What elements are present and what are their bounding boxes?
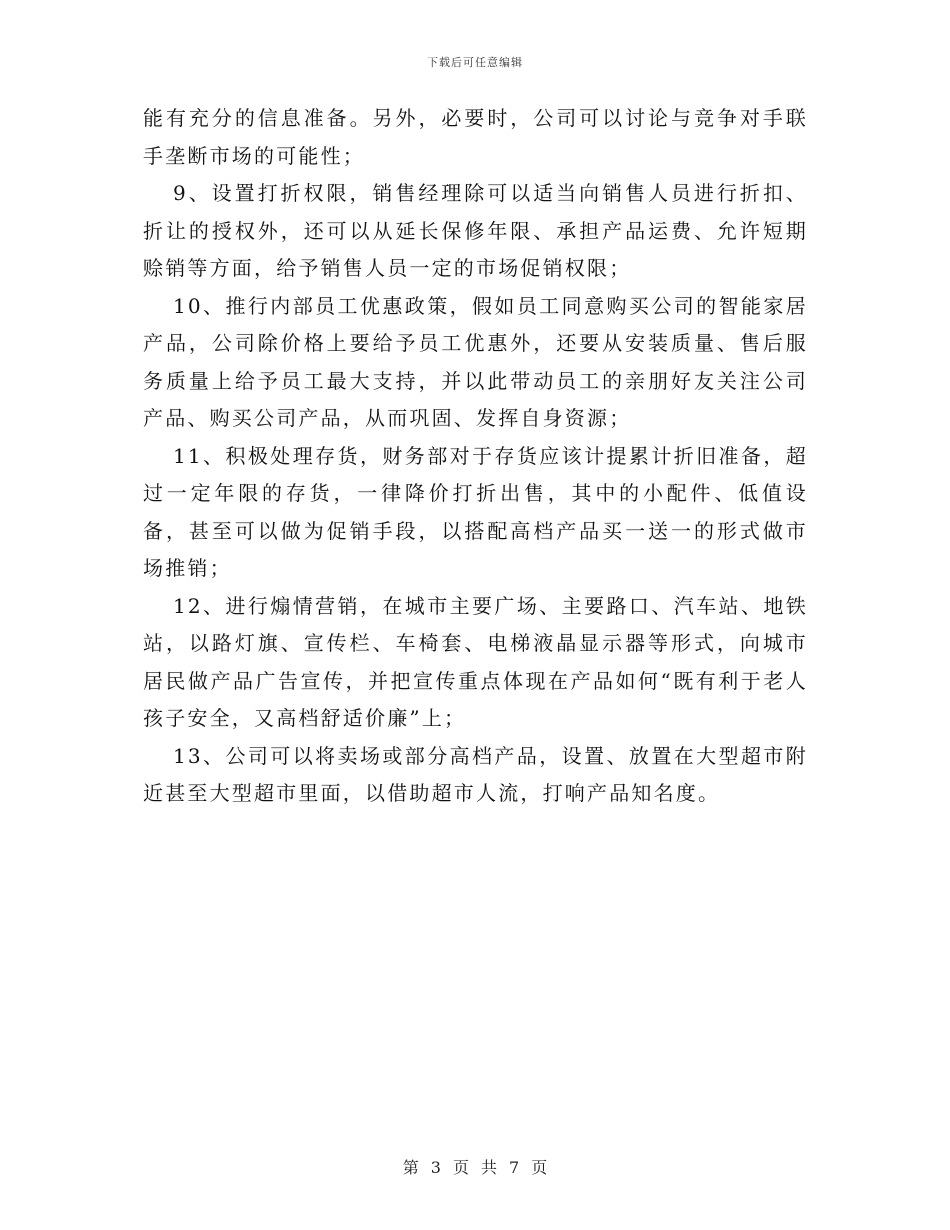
footer-label-gong: 共	[481, 1158, 498, 1177]
footer-page-number: 3	[430, 1158, 441, 1177]
page-header-note: 下载后可任意编辑	[427, 56, 523, 69]
footer-label-ye2: 页	[531, 1158, 548, 1177]
paragraph-item-13: 13、公司可以将卖场或部分高档产品，设置、放置在大型超市附近甚至大型超市里面，以借助超市人流，打响产品知名度。	[143, 743, 808, 805]
footer-label-ye: 页	[452, 1158, 469, 1177]
paragraph-item-9: 9、设置打折权限，销售经理除可以适当向销售人员进行折扣、折让的授权外，还可以从延长保修年限、承担产品运费、允许短期赊销等方面，给予销售人员一定的市场促销权限；	[143, 181, 808, 280]
footer-total-pages: 7	[509, 1158, 520, 1177]
paragraph-item-10: 10、推行内部员工优惠政策，假如员工同意购买公司的智能家居产品，公司除价格上要给予员工优惠外，还要从安装质量、售后服务质量上给予员工最大支持，并以此带动员工的亲朋好友关注公司产品、购买公司产品，从而巩固、发挥自身资源；	[143, 293, 808, 430]
paragraph-continuation: 能有充分的信息准备。另外，必要时，公司可以讨论与竞争对手联手垄断市场的可能性；	[143, 106, 808, 168]
page-footer	[0, 1155, 950, 1178]
paragraph-item-12: 12、进行煽情营销，在城市主要广场、主要路口、汽车站、地铁站，以路灯旗、宣传栏、车椅套、电梯液晶显示器等形式，向城市居民做产品广告宣传，并把宣传重点体现在产品如何“既有利于老人孩子安全，又高档舒适价廉”上；	[143, 593, 808, 730]
paragraph-item-11: 11、积极处理存货，财务部对于存货应该计提累计折旧准备，超过一定年限的存货，一律降价打折出售，其中的小配件、低值设备，甚至可以做为促销手段，以搭配高档产品买一送一的形式做市场推销；	[143, 443, 808, 580]
document-body	[143, 100, 808, 813]
footer-label-di: 第	[402, 1158, 419, 1177]
